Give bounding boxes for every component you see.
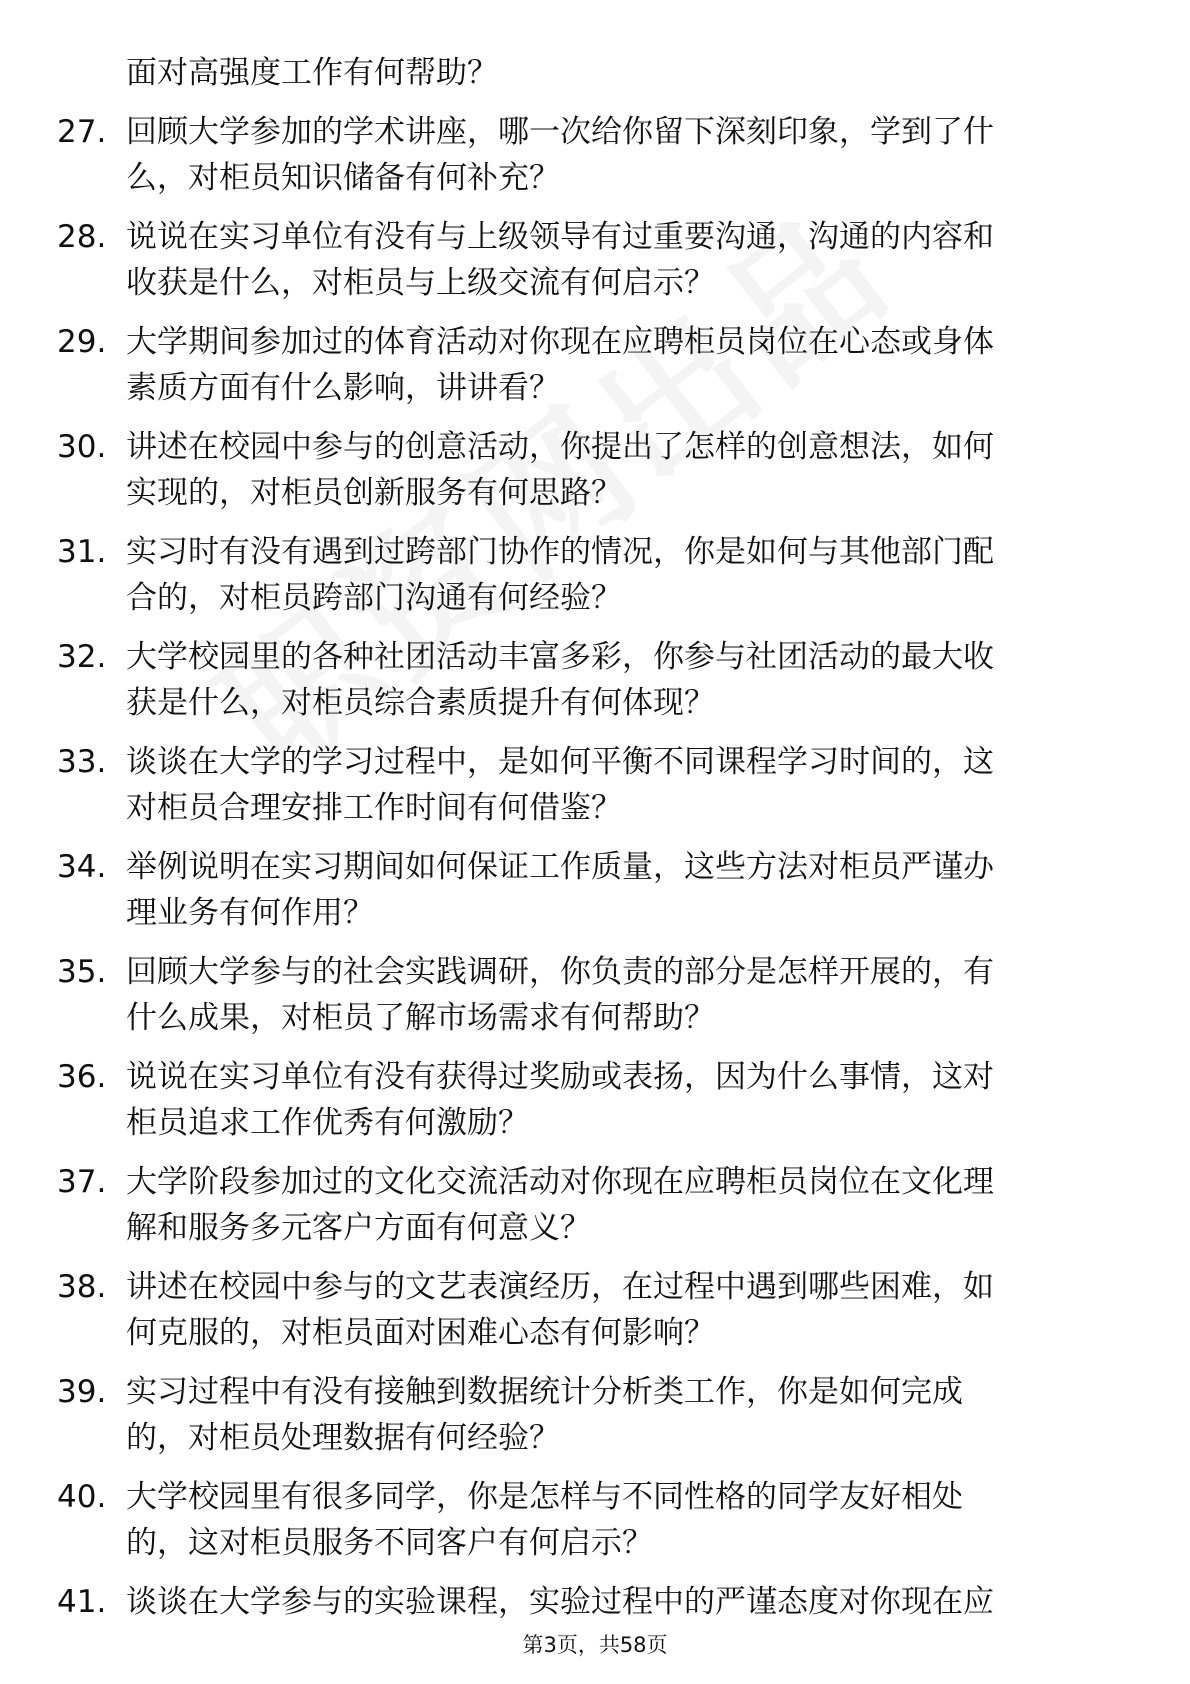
list-item — [0, 1474, 1190, 1566]
item-text: 素质方面有什么影响，讲讲看？ — [126, 370, 560, 406]
item-text: 说说在实习单位有没有与上级领导有过重要沟通，沟通的内容和 — [126, 219, 994, 255]
continuation-text: 面对高强度工作有何帮助？ — [126, 55, 498, 91]
item-number: 31. — [57, 534, 107, 570]
item-text: 实现的，对柜员创新服务有何思路？ — [126, 475, 622, 511]
item-text: 柜员追求工作优秀有何激励？ — [126, 1105, 529, 1141]
item-number: 33. — [57, 744, 107, 780]
item-text: 解和服务多元客户方面有何意义？ — [126, 1210, 591, 1246]
item-text: 回顾大学参与的社会实践调研，你负责的部分是怎样开展的，有 — [126, 954, 994, 990]
item-number: 37. — [57, 1164, 107, 1200]
list-item — [0, 739, 1190, 831]
item-text: 合的，对柜员跨部门沟通有何经验？ — [126, 580, 622, 616]
item-number: 28. — [57, 219, 107, 255]
item-text: 实习时有没有遇到过跨部门协作的情况，你是如何与其他部门配 — [126, 534, 994, 570]
item-text: 回顾大学参加的学术讲座，哪一次给你留下深刻印象，学到了什 — [126, 114, 994, 150]
item-text: 什么成果，对柜员了解市场需求有何帮助？ — [126, 1000, 715, 1036]
list-item — [0, 319, 1190, 411]
item-number: 35. — [57, 954, 107, 990]
list-item — [0, 214, 1190, 306]
item-number: 39. — [57, 1374, 107, 1410]
item-text: 举例说明在实习期间如何保证工作质量，这些方法对柜员严谨办 — [126, 849, 994, 885]
item-text: 何克服的，对柜员面对困难心态有何影响？ — [126, 1315, 715, 1351]
list-item — [0, 1264, 1190, 1356]
item-number: 41. — [57, 1584, 107, 1620]
list-item — [0, 1054, 1190, 1146]
item-text: 说说在实习单位有没有获得过奖励或表扬，因为什么事情，这对 — [126, 1059, 994, 1095]
list-item — [0, 949, 1190, 1041]
item-text: 获是什么，对柜员综合素质提升有何体现？ — [126, 685, 715, 721]
item-text: 讲述在校园中参与的创意活动，你提出了怎样的创意想法，如何 — [126, 429, 994, 465]
list-item — [0, 424, 1190, 516]
item-text: 谈谈在大学参与的实验课程，实验过程中的严谨态度对你现在应 — [126, 1584, 994, 1620]
list-item — [0, 844, 1190, 936]
list-item — [0, 1579, 1190, 1625]
item-text: 讲述在校园中参与的文艺表演经历，在过程中遇到哪些困难，如 — [126, 1269, 994, 1305]
item-text: 理业务有何作用？ — [126, 895, 374, 931]
item-number: 38. — [57, 1269, 107, 1305]
item-number: 30. — [57, 429, 107, 465]
continuation-line — [0, 50, 1190, 96]
list-item — [0, 1159, 1190, 1251]
item-number: 40. — [57, 1479, 107, 1515]
item-number: 29. — [57, 324, 107, 360]
item-text: 的，对柜员处理数据有何经验？ — [126, 1420, 560, 1456]
item-text: 谈谈在大学的学习过程中，是如何平衡不同课程学习时间的，这 — [126, 744, 994, 780]
list-item — [0, 1369, 1190, 1461]
item-number: 34. — [57, 849, 107, 885]
list-item — [0, 529, 1190, 621]
item-text: 对柜员合理安排工作时间有何借鉴？ — [126, 790, 622, 826]
question-list — [0, 50, 1190, 1638]
page-footer: 第3页，共58页 — [522, 1633, 668, 1657]
item-text: 大学期间参加过的体育活动对你现在应聘柜员岗位在心态或身体 — [126, 324, 994, 360]
item-number: 32. — [57, 639, 107, 675]
item-text: 的，这对柜员服务不同客户有何启示？ — [126, 1525, 653, 1561]
item-number: 36. — [57, 1059, 107, 1095]
item-text: 收获是什么，对柜员与上级交流有何启示？ — [126, 265, 715, 301]
item-text: 实习过程中有没有接触到数据统计分析类工作，你是如何完成 — [126, 1374, 963, 1410]
item-text: 大学阶段参加过的文化交流活动对你现在应聘柜员岗位在文化理 — [126, 1164, 994, 1200]
item-text: 么，对柜员知识储备有何补充？ — [126, 160, 560, 196]
list-item — [0, 634, 1190, 726]
list-item — [0, 109, 1190, 201]
item-number: 27. — [57, 114, 107, 150]
item-text: 大学校园里的各种社团活动丰富多彩，你参与社团活动的最大收 — [126, 639, 994, 675]
item-text: 大学校园里有很多同学，你是怎样与不同性格的同学友好相处 — [126, 1479, 963, 1515]
